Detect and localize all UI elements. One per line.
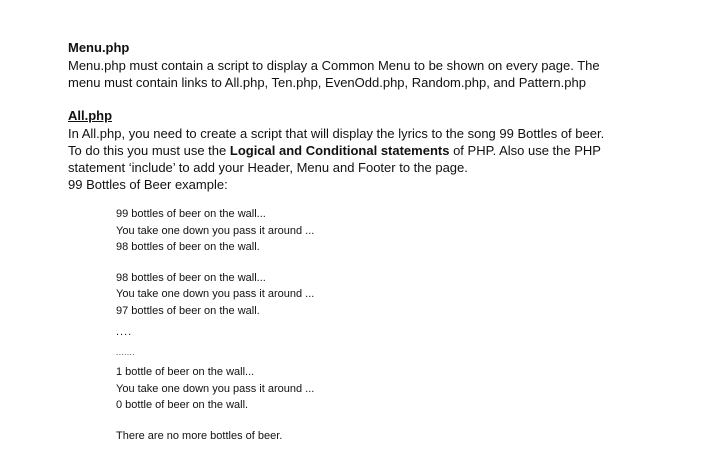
menu-php-heading: Menu.php (68, 40, 130, 55)
stanza-3-line-1: 1 bottle of beer on the wall... (116, 366, 255, 378)
all-php-text-line-3: statement ‘include’ to add your Header, Menu and Footer to the page. (68, 160, 468, 175)
stanza-1-line-1: 99 bottles of beer on the wall... (116, 208, 266, 220)
stanza-1-line-2: You take one down you pass it around ... (116, 224, 315, 237)
stanza-3-line-2: You take one down you pass it around ... (116, 382, 315, 395)
stanza-spacer (116, 256, 708, 270)
stanza-2-line-3: 97 bottles of beer on the wall. (116, 304, 260, 317)
all-php-line-2-end: of PHP. Also use the PHP (449, 143, 601, 158)
stanza-3-line-3: 0 bottle of beer on the wall. (116, 399, 249, 411)
stanza-spacer (116, 414, 708, 428)
menu-php-text-line-1: Menu.php must contain a script to display a Common Menu to be shown on every page. The (68, 58, 600, 73)
stanza-2-line-2: You take one down you pass it around ... (116, 288, 315, 300)
lyrics-ending: There are no more bottles of beer. (116, 429, 283, 442)
all-php-text-line-1: In All.php, you need to create a script that will display the lyrics to the song 99 Bottles of beer. (68, 126, 605, 141)
section-spacer (68, 91, 708, 107)
all-php-text-line-2 (68, 142, 708, 159)
ellipsis-dots-1: .... (116, 326, 133, 338)
menu-php-text-line-2: menu must contain links to All.php, Ten.php, EvenOdd.php, Random.php, and Pattern.php (68, 75, 586, 90)
lyrics-example (116, 206, 708, 444)
document-page (68, 39, 708, 444)
stanza-1-line-3: 98 bottles of beer on the wall. (116, 241, 260, 253)
all-php-line-2-bold: Logical and Conditional statements (229, 143, 450, 158)
stanza-2-line-1: 98 bottles of beer on the wall... (116, 271, 266, 284)
all-php-line-2-start: To do this you must use the (68, 143, 230, 158)
ellipsis-dots-2: ....... (116, 348, 136, 357)
ellipsis-spacer (116, 338, 708, 347)
all-php-text-line-4: 99 Bottles of Beer example: (68, 177, 228, 192)
all-php-heading: All.php (68, 108, 113, 123)
ellipsis-spacer (116, 319, 708, 327)
